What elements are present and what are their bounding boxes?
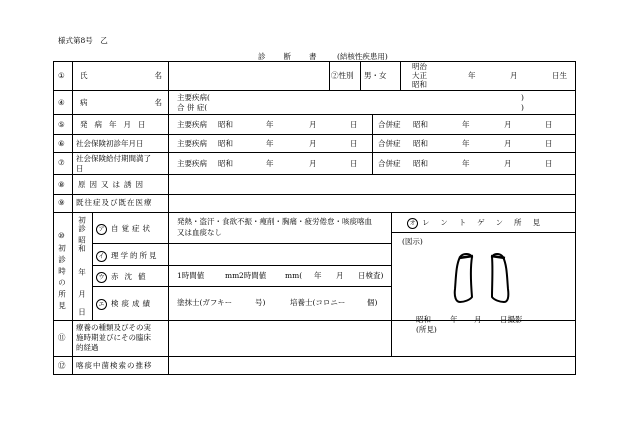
era-meiji: 明治 (412, 62, 427, 71)
mark-o: オ (407, 218, 418, 229)
esr-text-a: 1時間値 (177, 271, 205, 280)
mark-a: ア (96, 224, 107, 235)
treatment-label-1: 療養の種類及びその実 (76, 323, 151, 332)
lungs-diagram (446, 245, 521, 305)
form-subtitle: (結核性疾患用) (337, 52, 388, 61)
xray-date-year: 年 (450, 315, 458, 324)
xray-diagram-label: (図示) (402, 237, 423, 246)
esr-text-d: mm( (285, 271, 303, 280)
complication-close: ) (521, 103, 524, 112)
mark-u: ウ (96, 272, 107, 283)
cause-label: 原因又は誘因 (78, 180, 147, 189)
history-label: 既往症及び既在医療 (76, 198, 153, 207)
row-number: ⑨ (58, 198, 65, 207)
form-number: 様式第8号 乙 (58, 36, 108, 45)
treatment-label-3: 的経過 (76, 343, 99, 352)
sputum-culture-text: 培養士(コロニー (290, 298, 346, 307)
row-number: ⑪ (58, 333, 66, 342)
row-number: ⑤ (58, 120, 65, 129)
row-number: ⑫ (58, 361, 66, 370)
sputum-trend-label: 喀痰中菌検索の推移 (76, 361, 153, 370)
subjective-symptoms-text-1: 発熱・盗汗・食欲不振・痩削・胸痛・疲労倦怠・咳痰喀血 (177, 217, 372, 226)
sputum-culture-close: 個) (367, 298, 378, 307)
era-showa: 昭和 (412, 80, 427, 89)
main-disease-close: ) (521, 93, 524, 102)
onset-date-label: 発病年月日 (80, 120, 153, 129)
sputum-smear-text: 塗抹士(ガフキー (177, 298, 233, 307)
row-number: ④ (58, 98, 65, 107)
birth-year: 年 (468, 71, 476, 80)
benefit-end-label-2: 日 (76, 164, 84, 173)
sex-label: ②性別 (331, 71, 354, 80)
row-number: ⑩ (58, 231, 65, 240)
complication-prefix: 合 併 症( (177, 103, 208, 112)
row-number: ① (58, 71, 65, 80)
birth-month: 月 (510, 71, 518, 80)
benefit-end-label-1: 社会保険給付期間満了 (76, 154, 151, 163)
sputum-test-label: エ 検痰成績 (96, 299, 153, 310)
row-number: ⑦ (58, 158, 65, 167)
sputum-smear-close: 号) (255, 298, 266, 307)
subjective-symptoms-text-2: 又は血痰なし (177, 228, 222, 237)
first-visit-date-vertical-1: 初診 (77, 216, 87, 233)
first-visit-label: 社会保険初診年月日 (76, 139, 144, 148)
disease-label: 病 名 (80, 98, 162, 107)
mark-e: エ (96, 299, 107, 310)
first-visit-findings-label: 初診時の所見 (57, 244, 67, 313)
row-number: ⑥ (58, 139, 65, 148)
xray-header: オ レントゲン所見 (407, 218, 551, 229)
esr-text-f: 月 (336, 271, 344, 280)
xray-date-suffix: 日撮影 (500, 315, 523, 324)
first-visit-date-vertical-2: 昭和 (77, 236, 87, 253)
first-visit-date-vertical-4: 月 (77, 290, 87, 299)
name-label: 氏 名 (80, 71, 162, 80)
subjective-symptoms-label: ア 自覚症状 (96, 224, 153, 235)
xray-date-era: 昭和 (416, 315, 431, 324)
row-number: ⑧ (58, 180, 65, 189)
esr-text-e: 年 (314, 271, 322, 280)
esr-label: ウ 赤沈値 (96, 272, 152, 283)
esr-text-c: 2時間値 (239, 271, 267, 280)
treatment-label-2: 施時期並びにその臨床 (76, 333, 151, 342)
esr-text-g: 日検査) (358, 271, 384, 280)
physical-findings-label: イ 理学的所見 (96, 251, 159, 262)
era-taisho: 大正 (412, 71, 427, 80)
first-visit-date-vertical-5: 日 (77, 308, 87, 317)
form-title: 診 断 書 (258, 52, 318, 61)
esr-text-b: mm (225, 271, 240, 280)
first-visit-date-vertical-3: 年 (77, 268, 87, 277)
birth-day: 日生 (552, 71, 567, 80)
main-disease-prefix: 主要疾病( (177, 93, 210, 102)
xray-date-month: 月 (474, 315, 482, 324)
sex-value[interactable]: 男・女 (364, 71, 387, 80)
xray-findings-label: (所見) (416, 325, 437, 334)
mark-i: イ (96, 251, 107, 262)
